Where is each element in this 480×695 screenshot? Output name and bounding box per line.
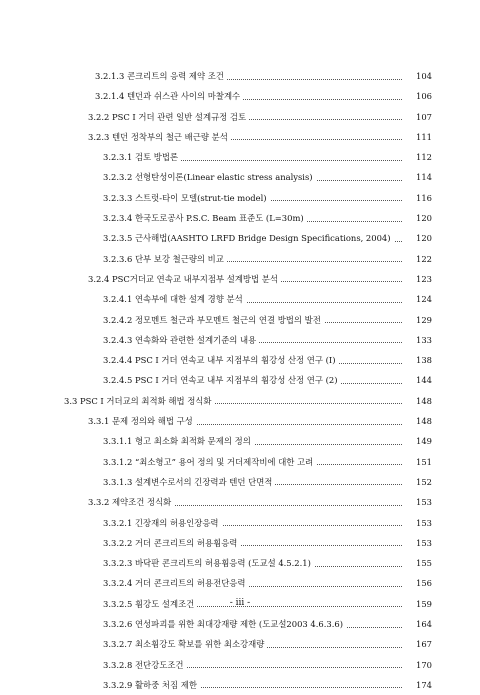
toc-entry-page: 148 [402, 411, 432, 431]
toc-entry-title: 3.2.4.4 PSC I 거더 연속교 내부 지점부의 휨강성 산정 연구 (I) [103, 350, 338, 370]
toc-entry-title: 3.2.3.3 스트럿-타이 모델(strut-tie model) [103, 188, 270, 208]
toc-entry[interactable] [0, 533, 480, 553]
toc-entry-title: 3.2.3.5 근사해법(AASHTO LRFD Bridge Design Specifications, 2004) [103, 228, 394, 248]
toc-entry[interactable] [0, 573, 480, 593]
toc-entry-page: 156 [402, 573, 432, 593]
toc-entry-page: 122 [402, 249, 432, 269]
toc-entry-title: 3.3.2.7 최소휨강도 확보를 위한 최소강재량 [103, 634, 267, 654]
toc-entry-title: 3.3.2.8 전단강도조건 [103, 655, 187, 675]
toc-entry-title: 3.2.3.6 단부 보강 철근량의 비교 [103, 249, 227, 269]
toc-entry[interactable] [0, 228, 480, 248]
toc-entry-page: 170 [402, 655, 432, 675]
toc-entry[interactable] [0, 66, 480, 86]
toc-entry-page: 107 [402, 107, 432, 127]
toc-entry-page: 133 [402, 330, 432, 350]
toc-entry-title: 3.3.2.2 거더 콘크리트의 허용휨응력 [103, 533, 240, 553]
toc-entry-page: 167 [402, 634, 432, 654]
toc-entry-page: 123 [402, 269, 432, 289]
toc-entry-title: 3.3.2.3 바닥판 콘크리트의 허용휨응력 (도교설 4.5.2.1) [103, 553, 314, 573]
toc-entry-title: 3.3.2.5 휨강도 설계조건 [103, 594, 197, 614]
toc-entry-page: 124 [402, 289, 432, 309]
toc-entry-page: 174 [402, 675, 432, 695]
toc-entry-page: 114 [402, 167, 432, 187]
toc-entry-title: 3.2.2 PSC I 거더 관련 일반 설계규정 검토 [88, 107, 249, 127]
toc-entry[interactable] [0, 249, 480, 269]
toc-entry-title: 3.2.3.2 선형탄성이론(Linear elastic stress analysis) [103, 167, 316, 187]
toc-entry-page: 164 [402, 614, 432, 634]
toc-entry[interactable] [0, 655, 480, 675]
toc-entry-page: 155 [402, 553, 432, 573]
toc-entry-page: 120 [402, 208, 432, 228]
toc-entry-title: 3.2.3.1 검토 방법론 [103, 147, 181, 167]
toc-entry[interactable] [0, 208, 480, 228]
toc-entry-title: 3.3.1.1 형고 최소화 최적화 문제의 정의 [103, 431, 254, 451]
toc-entry[interactable] [0, 350, 480, 370]
toc-entry-title: 3.2.3 텐던 정착부의 철근 배근량 분석 [88, 127, 231, 147]
toc-entry-title: 3.3.1.3 설계변수로서의 긴장력과 텐던 단면적 [103, 472, 275, 492]
toc-entry-page: 159 [402, 594, 432, 614]
toc-entry-page: 120 [402, 228, 432, 248]
toc-entry[interactable] [0, 391, 480, 411]
toc-entry[interactable] [0, 411, 480, 431]
toc-entry[interactable] [0, 188, 480, 208]
toc-entry-page: 111 [402, 127, 432, 147]
page-number: - iii - [229, 598, 251, 608]
toc-entry[interactable] [0, 370, 480, 390]
toc-entry[interactable] [0, 310, 480, 330]
toc-entry-page: 106 [402, 86, 432, 106]
toc-entry[interactable] [0, 289, 480, 309]
toc-entry-title: 3.2.4.2 정모멘트 철근과 부모멘트 철근의 연결 방법의 발전 [103, 310, 324, 330]
toc-entry[interactable] [0, 86, 480, 106]
toc-entry-page: 112 [402, 147, 432, 167]
toc-entry[interactable] [0, 167, 480, 187]
toc-entry-title: 3.3.2 제약조건 정식화 [88, 492, 174, 512]
toc-entry[interactable] [0, 492, 480, 512]
toc-entry-page: 144 [402, 370, 432, 390]
toc-entry-page: 153 [402, 513, 432, 533]
toc-entry-page: 148 [402, 391, 432, 411]
toc-entry[interactable] [0, 634, 480, 654]
toc-entry-page: 129 [402, 310, 432, 330]
toc-entry-title: 3.2.4.5 PSC I 거더 연속교 내부 지점부의 휨강성 산정 연구 (2) [103, 370, 341, 390]
toc-entry-page: 149 [402, 431, 432, 451]
toc-entry-title: 3.3.2.1 긴장재의 허용인장응력 [103, 513, 222, 533]
toc-entry-page: 151 [402, 452, 432, 472]
toc-entry[interactable] [0, 127, 480, 147]
toc-entry[interactable] [0, 147, 480, 167]
toc-entry[interactable] [0, 553, 480, 573]
toc-entry-title: 3.3.2.9 활하중 처짐 제한 [103, 675, 200, 695]
toc-entry-title: 3.3.2.4 거더 콘크리트의 허용전단응력 [103, 573, 248, 593]
toc-entry-title: 3.2.3.4 한국도로공사 P.S.C. Beam 표준도 (L=30m) [103, 208, 307, 228]
toc-entry-title: 3.2.4 PSC거더교 연속교 내부지점부 설계방법 분석 [88, 269, 281, 289]
toc-entry-title: 3.3.1 문제 정의와 해법 구성 [88, 411, 196, 431]
toc-entry-title: 3.3 PSC I 거더교의 최적화 해법 정식화 [64, 391, 214, 411]
toc-entry-title: 3.2.1.3 콘크리트의 응력 제약 조건 [95, 66, 227, 86]
toc-entry-page: 152 [402, 472, 432, 492]
toc-entry[interactable] [0, 269, 480, 289]
toc-entry[interactable] [0, 513, 480, 533]
toc-entry-title: 3.3.2.6 연성파괴를 위한 최대강재량 제한 (도교설2003 4.6.3.6) [103, 614, 346, 634]
toc-entry[interactable] [0, 330, 480, 350]
toc-entry-page: 138 [402, 350, 432, 370]
toc-entry-page: 116 [402, 188, 432, 208]
toc-entry[interactable] [0, 431, 480, 451]
toc-entry[interactable] [0, 614, 480, 634]
toc-entry-page: 104 [402, 66, 432, 86]
toc-entry[interactable] [0, 452, 480, 472]
toc-entry-title: 3.2.1.4 텐던과 쉬스관 사이의 마찰계수 [95, 86, 243, 106]
toc-entry[interactable] [0, 107, 480, 127]
toc-entry[interactable] [0, 472, 480, 492]
toc-entry-title: 3.2.4.1 연속부에 대한 설계 경향 분석 [103, 289, 246, 309]
toc-entry-page: 153 [402, 533, 432, 553]
toc-entry[interactable] [0, 675, 480, 695]
toc-entry-page: 153 [402, 492, 432, 512]
toc-entry-title: 3.3.1.2 “최소형고” 용어 정의 및 거더제작비에 대한 고려 [103, 452, 316, 472]
toc-entry-title: 3.2.4.3 연속화와 관련한 설계기준의 내용 [103, 330, 259, 350]
